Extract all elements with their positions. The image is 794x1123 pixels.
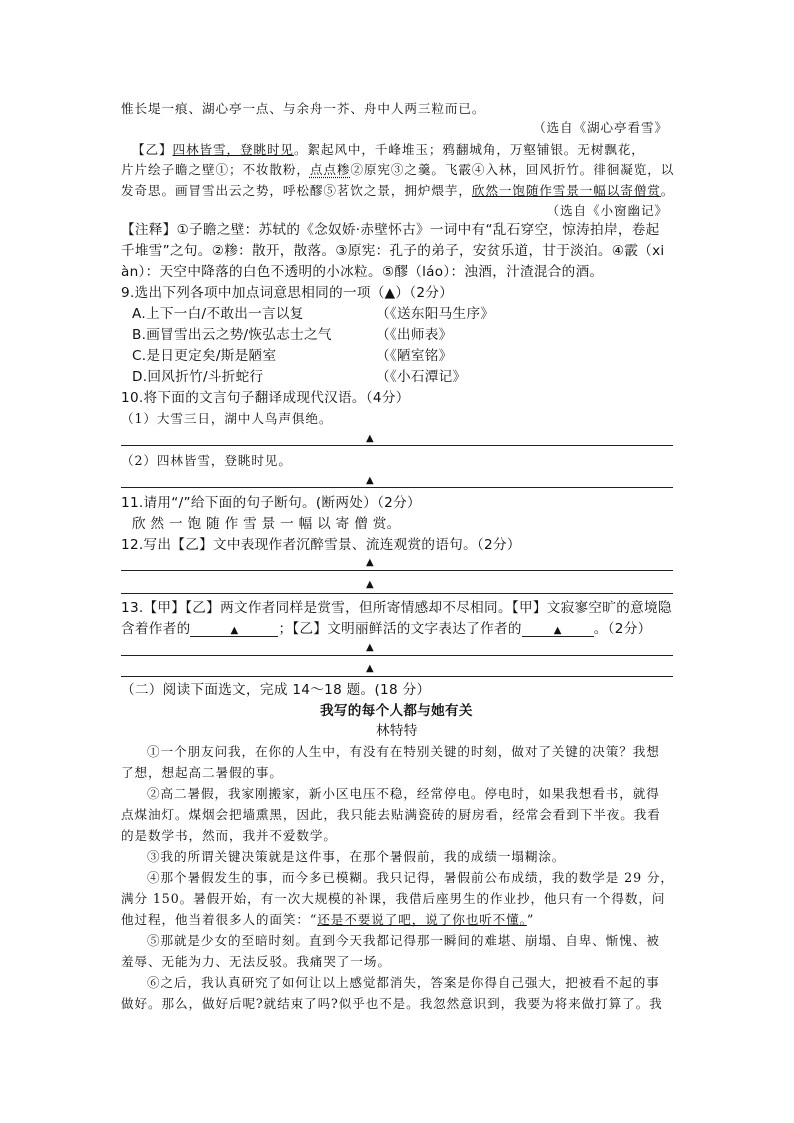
answer-mark: ▲ [366,579,374,590]
paragraph-3: ③我的所谓关键决策就是这件事，在那个暑假前，我的成绩一塌糊涂。 [147,849,566,864]
option-b-source: （《出师表》 [376,327,453,343]
option-letter: A. [132,306,146,322]
passage-yi-line-1 [132,144,645,157]
option-text: 上下一白/不敢出一言以复 [145,306,304,322]
q13-text: 含着作者的 [121,621,191,637]
option-b[interactable] [132,329,332,343]
answer-mark: ▲ [366,557,374,568]
note-line-2: 千堆雪”之句。②糁：散开，散落。③原宪：孔子的弟子，安贫乐道，甘于淡泊。④霰（xi [121,243,665,259]
paragraph-2-line-2: 点煤油灯。煤烟会把墙熏黑，因此，我只能去贴满瓷砖的厨房看，经常会看到下半夜。我看 [121,807,661,822]
option-d-source: （《小石潭记》 [376,369,467,385]
passage-jia-last-line: 惟长堤一痕、湖心亭一点、与余舟一芥、舟中人两三粒而已。 [121,101,486,116]
question-11-sentence: 欣 然 一 饱 随 作 雪 景 一 幅 以 寄 僧 赏。 [132,516,401,532]
p4-text: 他过程，他当着很多人的面笑：“ [121,912,318,927]
answer-mark: ▲ [366,475,374,486]
p4-quote-close: ” [526,912,535,927]
option-a[interactable] [132,308,304,322]
option-c[interactable] [132,350,276,364]
question-10: 10.将下面的文言句子翻译成现代汉语。（4分） [121,390,410,406]
option-text: 画冒雪出云之势/恢弘志士之气 [146,327,332,343]
passage-yi-line-2 [121,164,674,177]
yi2-dotted-word: 点点糁 [309,162,351,177]
source-jia: （选自《湖心亭看雪》 [533,120,668,135]
answer-mark: ▲ [366,433,374,444]
yi-text: 。絮起风中，千峰堆玉；鸦翻城角，万壑铺银。无树飘花， [293,142,645,157]
answer-line-12-a[interactable] [121,570,673,571]
source-yi: （选自《小窗幽记》 [546,203,668,218]
passage-yi-line-3 [121,185,674,198]
paragraph-4-line-3 [121,914,534,927]
paragraph-6-line-2: 做好。那么，做好后呢?就结束了吗?似乎也不是。我忽然意识到，我要为将来做打算了。我 [121,996,663,1011]
option-letter: D. [132,369,148,385]
paragraph-4-line-2: 满分 150。暑假开始，有一次大规模的补课，我借后座男生的作业抄，他只有一个得数，问 [121,891,666,906]
answer-blank-13-a[interactable]: ▲ [190,626,278,637]
p4-underlined-quote: 还是不要说了吧，说了你也听不懂。 [317,912,527,927]
option-letter: B. [132,327,147,343]
option-d[interactable] [132,371,263,385]
note-line-1: 【注释】①子瞻之壁：苏轼的《念奴娇·赤壁怀古》一词中有“乱石穿空，惊涛拍岸，卷起 [121,222,660,238]
note-line-3: àn）：天空中降落的白色不透明的小冰粒。⑤醪（láo）：浊酒，汁渣混合的酒。 [121,264,604,280]
answer-line-10-1[interactable] [121,445,673,446]
answer-line-10-2[interactable] [121,487,673,488]
option-text: 回风折竹/斗折蛇行 [147,369,264,385]
section-2-heading: （二）阅读下面选文，完成 14～18 题。(18 分） [121,682,431,698]
answer-mark: ▲ [366,663,374,674]
answer-line-13-b[interactable] [121,676,673,677]
option-c-source: （《陋室铭》 [376,348,453,364]
question-13-line-2 [121,623,652,637]
yi-underlined-phrase: 四林皆雪，登眺时见 [172,142,294,157]
yi2-text: 片片绘子瞻之壁①；不妆散粉， [121,162,310,177]
option-a-source: （《送东阳马生序》 [376,306,495,322]
q13-score: 。（2分） [593,621,652,637]
paragraph-2-line-1: ②高二暑假，我家刚搬家，新小区电压不稳，经常停电。停电时，如果我想看书，就得 [147,786,660,801]
question-11: 11.请用“/”给下面的句子断句。(断两处）（2分） [121,495,421,511]
paragraph-6-line-1: ⑥之后，我认真研究了如何让以上感觉都消失，答案是你得自己强大，把被看不起的事 [147,975,660,990]
yi-tag: 【乙】 [132,142,173,157]
question-12: 12.写出【乙】文中表现作者沉醉雪景、流连观赏的语句。（2分） [121,537,521,553]
question-13-line-1: 13.【甲】【乙】两文作者同样是赏雪，但所寄情感却不尽相同。【甲】文寂寥空旷的意境隐 [121,600,672,616]
paragraph-1-line-1: ①一个朋友问我，在你的人生中，有没有在特别关键的时刻，做对了关键的决策？我想 [147,744,660,759]
option-text: 是日更定矣/斯是陋室 [146,348,277,364]
yi3-underlined: 欣然一饱随作雪景一幅以寄僧赏 [471,183,661,198]
paragraph-4-line-1: ④那个暑假发生的事，而今多已模糊。我只记得，暑假前公布成绩，我的数学是 29 分， [147,870,674,885]
question-10-1: （1）大雪三日，湖中人鸟声俱绝。 [121,411,333,426]
paragraph-2-line-3: 的是数学书，然而，我并不爱数学。 [121,828,337,843]
question-10-2: （2）四林皆雪，登眺时见。 [121,453,292,468]
article-author: 林特特 [376,723,418,739]
option-letter: C. [132,348,147,364]
yi3-text: 发奇思。画冒雪出云之势，呼松醪⑤茗饮之景，拥炉煨芋， [121,183,472,198]
yi2-text-end: ②原宪③之羹。飞霰④入林，回风折竹。徘徊凝览，以 [350,162,675,177]
answer-line-13-a[interactable] [121,655,673,656]
paragraph-5-line-2: 羞辱、无能为力、无法反驳。我痛哭了一场。 [121,954,391,969]
paragraph-5-line-1: ⑤那就是少女的至暗时刻。直到今天我都记得那一瞬间的难堪、崩塌、自卑、惭愧、被 [147,933,660,948]
q13-text-mid: ；【乙】文明丽鲜活的文字表达了作者的 [278,621,522,637]
answer-mark: ▲ [366,642,374,653]
answer-line-12-b[interactable] [121,593,673,594]
paragraph-1-line-2: 了想，想起高二暑假的事。 [121,765,283,780]
article-title: 我写的每个人都与她有关 [320,703,473,719]
answer-blank-13-b[interactable]: ▲ [522,626,594,637]
question-9: 9.选出下列各项中加点词意思相同的一项（▲）（2分） [121,285,454,301]
yi3-end: 。 [660,183,675,198]
